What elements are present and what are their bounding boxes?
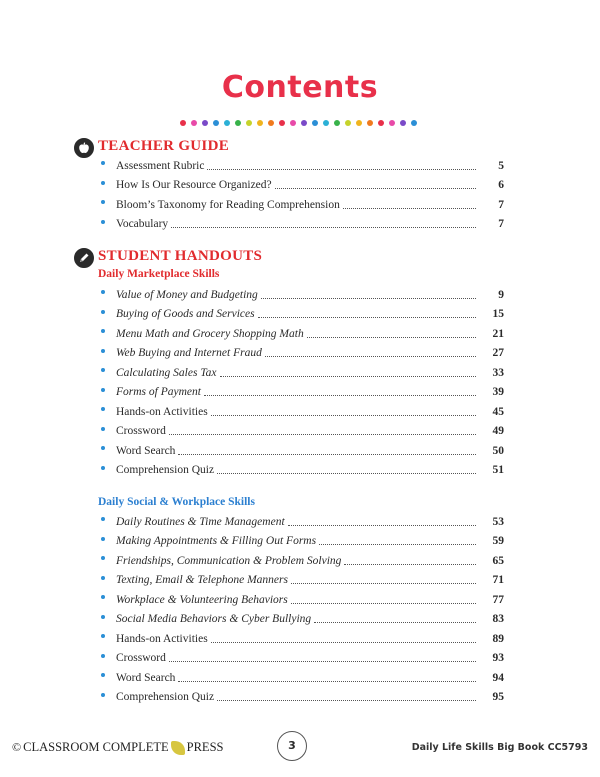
toc-entry bbox=[98, 283, 504, 303]
toc-entry bbox=[98, 342, 504, 362]
page-title: Contents bbox=[221, 70, 379, 105]
toc-entry bbox=[98, 627, 504, 647]
bullet-icon bbox=[101, 220, 105, 224]
toc-entry bbox=[98, 420, 504, 440]
decorative-dots bbox=[180, 120, 420, 128]
bullet-icon bbox=[101, 517, 105, 521]
dot bbox=[389, 120, 395, 126]
dot-leader bbox=[344, 563, 476, 565]
dot-leader bbox=[307, 336, 476, 338]
toc-entry-page: 83 bbox=[492, 613, 504, 625]
bullet-icon bbox=[101, 181, 105, 185]
bullet-icon bbox=[101, 290, 105, 294]
bullet-icon bbox=[101, 693, 105, 697]
dot-leader bbox=[275, 187, 476, 189]
toc-entry bbox=[98, 510, 504, 530]
dot-leader bbox=[314, 621, 476, 623]
toc-entry-page: 53 bbox=[492, 515, 504, 528]
bullet-icon bbox=[101, 673, 105, 677]
toc-entry bbox=[98, 549, 504, 569]
toc-entry-label: Bloom’s Taxonomy for Reading Comprehension bbox=[116, 198, 340, 211]
toc-entry-page: 5 bbox=[498, 159, 504, 172]
toc-entry-page: 59 bbox=[492, 535, 504, 547]
publisher-logo bbox=[12, 740, 223, 755]
bullet-icon bbox=[101, 466, 105, 470]
toc-entry bbox=[98, 569, 504, 589]
toc-entry-page: 93 bbox=[492, 652, 504, 664]
toc-entry-label: Friendships, Communication & Problem Solving bbox=[116, 554, 342, 567]
dot bbox=[323, 120, 329, 126]
dot-leader bbox=[211, 641, 476, 643]
toc-entry-label: Forms of Payment bbox=[116, 386, 201, 398]
daily-marketplace-skills-heading: Daily Marketplace Skills bbox=[98, 268, 220, 280]
toc-entry-page: 7 bbox=[498, 218, 504, 230]
toc-entry-label: Buying of Goods and Services bbox=[116, 308, 255, 320]
toc-entry-page: 45 bbox=[492, 405, 504, 418]
dot-leader bbox=[178, 453, 476, 455]
toc-entry-label: Social Media Behaviors & Cyber Bullying bbox=[116, 613, 312, 625]
toc-entry-page: 49 bbox=[492, 425, 504, 437]
dot-leader bbox=[207, 168, 476, 170]
toc-entry bbox=[98, 666, 504, 686]
bullet-icon bbox=[101, 200, 105, 204]
toc-entry bbox=[98, 213, 504, 233]
toc-entry-page: 95 bbox=[492, 691, 504, 703]
dot bbox=[312, 120, 318, 126]
toc-entry-label: Hands-on Activities bbox=[116, 632, 208, 645]
bullet-icon bbox=[101, 368, 105, 372]
dot bbox=[235, 120, 241, 126]
daily-social-workplace-skills-heading: Daily Social & Workplace Skills bbox=[98, 496, 255, 508]
toc-entry-page: 89 bbox=[492, 632, 504, 645]
copyright-symbol: © bbox=[12, 740, 22, 754]
toc-entry-label: Hands-on Activities bbox=[116, 405, 208, 418]
social-workplace-skills-list bbox=[98, 510, 504, 705]
dot-leader bbox=[171, 226, 476, 228]
toc-entry-page: 65 bbox=[492, 554, 504, 567]
dot bbox=[334, 120, 340, 126]
toc-entry bbox=[98, 322, 504, 342]
toc-entry bbox=[98, 154, 504, 174]
dot-leader bbox=[169, 433, 476, 435]
bullet-icon bbox=[101, 407, 105, 411]
pencil-icon bbox=[74, 248, 94, 268]
toc-entry-page: 94 bbox=[492, 671, 504, 684]
teacher-guide-list bbox=[98, 154, 504, 232]
dot-leader bbox=[169, 660, 476, 662]
book-code: Daily Life Skills Big Book CC5793 bbox=[411, 742, 588, 753]
brand-left: CLASSROOM COMPLETE bbox=[23, 740, 169, 754]
toc-entry-label: Comprehension Quiz bbox=[116, 464, 215, 476]
bullet-icon bbox=[101, 161, 105, 165]
toc-entry-label: How Is Our Resource Organized? bbox=[116, 179, 272, 191]
toc-entry-page: 15 bbox=[492, 308, 504, 320]
toc-entry-label: Menu Math and Grocery Shopping Math bbox=[116, 327, 304, 340]
leaf-icon bbox=[171, 741, 185, 755]
toc-entry bbox=[98, 361, 504, 381]
toc-entry-label: Crossword bbox=[116, 652, 166, 664]
marketplace-skills-list bbox=[98, 283, 504, 478]
dot-leader bbox=[220, 375, 476, 377]
dot bbox=[213, 120, 219, 126]
toc-entry-label: Crossword bbox=[116, 425, 166, 437]
toc-entry bbox=[98, 530, 504, 550]
bullet-icon bbox=[101, 615, 105, 619]
toc-entry-page: 51 bbox=[492, 464, 504, 476]
toc-entry-label: Assessment Rubric bbox=[116, 159, 205, 172]
dot bbox=[246, 120, 252, 126]
dot-leader bbox=[343, 207, 476, 209]
bullet-icon bbox=[101, 654, 105, 658]
toc-entry bbox=[98, 174, 504, 194]
dot-leader bbox=[217, 699, 476, 701]
bullet-icon bbox=[101, 576, 105, 580]
toc-entry bbox=[98, 608, 504, 628]
bullet-icon bbox=[101, 634, 105, 638]
toc-entry bbox=[98, 303, 504, 323]
brand-right: PRESS bbox=[186, 740, 224, 754]
bullet-icon bbox=[101, 349, 105, 353]
toc-entry-label: Word Search bbox=[116, 444, 176, 457]
toc-entry-page: 71 bbox=[492, 574, 504, 586]
toc-entry bbox=[98, 381, 504, 401]
student-handouts-heading: STUDENT HANDOUTS bbox=[98, 248, 263, 264]
toc-entry-label: Daily Routines & Time Management bbox=[116, 515, 285, 528]
toc-entry-label: Vocabulary bbox=[116, 218, 169, 230]
dot-leader bbox=[265, 355, 476, 357]
bullet-icon bbox=[101, 537, 105, 541]
apple-icon bbox=[74, 138, 94, 158]
dot bbox=[180, 120, 186, 126]
toc-entry-label: Web Buying and Internet Fraud bbox=[116, 347, 262, 359]
toc-entry bbox=[98, 459, 504, 479]
dot-leader bbox=[291, 582, 476, 584]
toc-entry-page: 77 bbox=[492, 593, 504, 606]
toc-entry-label: Texting, Email & Telephone Manners bbox=[116, 574, 288, 586]
toc-entry-page: 50 bbox=[492, 444, 504, 457]
toc-entry-page: 6 bbox=[498, 179, 504, 191]
dot bbox=[411, 120, 417, 126]
dot bbox=[279, 120, 285, 126]
dot-leader bbox=[217, 472, 476, 474]
bullet-icon bbox=[101, 329, 105, 333]
dot bbox=[301, 120, 307, 126]
toc-entry-page: 7 bbox=[498, 198, 504, 211]
page-number: 3 bbox=[277, 731, 307, 761]
dot bbox=[345, 120, 351, 126]
toc-entry-label: Making Appointments & Filling Out Forms bbox=[116, 535, 317, 547]
toc-entry bbox=[98, 588, 504, 608]
toc-entry bbox=[98, 193, 504, 213]
toc-entry-label: Calculating Sales Tax bbox=[116, 366, 217, 379]
bullet-icon bbox=[101, 427, 105, 431]
dot-leader bbox=[291, 602, 476, 604]
toc-entry-label: Word Search bbox=[116, 671, 176, 684]
dot-leader bbox=[211, 414, 476, 416]
teacher-guide-heading: TEACHER GUIDE bbox=[98, 138, 230, 154]
dot bbox=[367, 120, 373, 126]
dot-leader bbox=[204, 394, 476, 396]
toc-entry-page: 9 bbox=[498, 288, 504, 301]
dot bbox=[400, 120, 406, 126]
dot bbox=[290, 120, 296, 126]
dot-leader bbox=[178, 680, 476, 682]
toc-entry-label: Value of Money and Budgeting bbox=[116, 288, 258, 301]
toc-entry-page: 33 bbox=[492, 366, 504, 379]
toc-entry-label: Workplace & Volunteering Behaviors bbox=[116, 593, 288, 606]
bullet-icon bbox=[101, 310, 105, 314]
bullet-icon bbox=[101, 595, 105, 599]
dot bbox=[378, 120, 384, 126]
toc-entry bbox=[98, 439, 504, 459]
toc-entry-page: 21 bbox=[492, 327, 504, 340]
dot bbox=[224, 120, 230, 126]
dot bbox=[356, 120, 362, 126]
dot-leader bbox=[319, 543, 476, 545]
bullet-icon bbox=[101, 388, 105, 392]
toc-entry-page: 39 bbox=[492, 386, 504, 398]
dot-leader bbox=[288, 524, 476, 526]
toc-entry-label: Comprehension Quiz bbox=[116, 691, 215, 703]
dot bbox=[268, 120, 274, 126]
dot bbox=[257, 120, 263, 126]
toc-entry-page: 27 bbox=[492, 347, 504, 359]
toc-entry bbox=[98, 647, 504, 667]
bullet-icon bbox=[101, 556, 105, 560]
bullet-icon bbox=[101, 446, 105, 450]
dot-leader bbox=[258, 316, 476, 318]
dot bbox=[202, 120, 208, 126]
dot bbox=[191, 120, 197, 126]
toc-entry bbox=[98, 400, 504, 420]
toc-entry bbox=[98, 686, 504, 706]
dot-leader bbox=[261, 297, 476, 299]
